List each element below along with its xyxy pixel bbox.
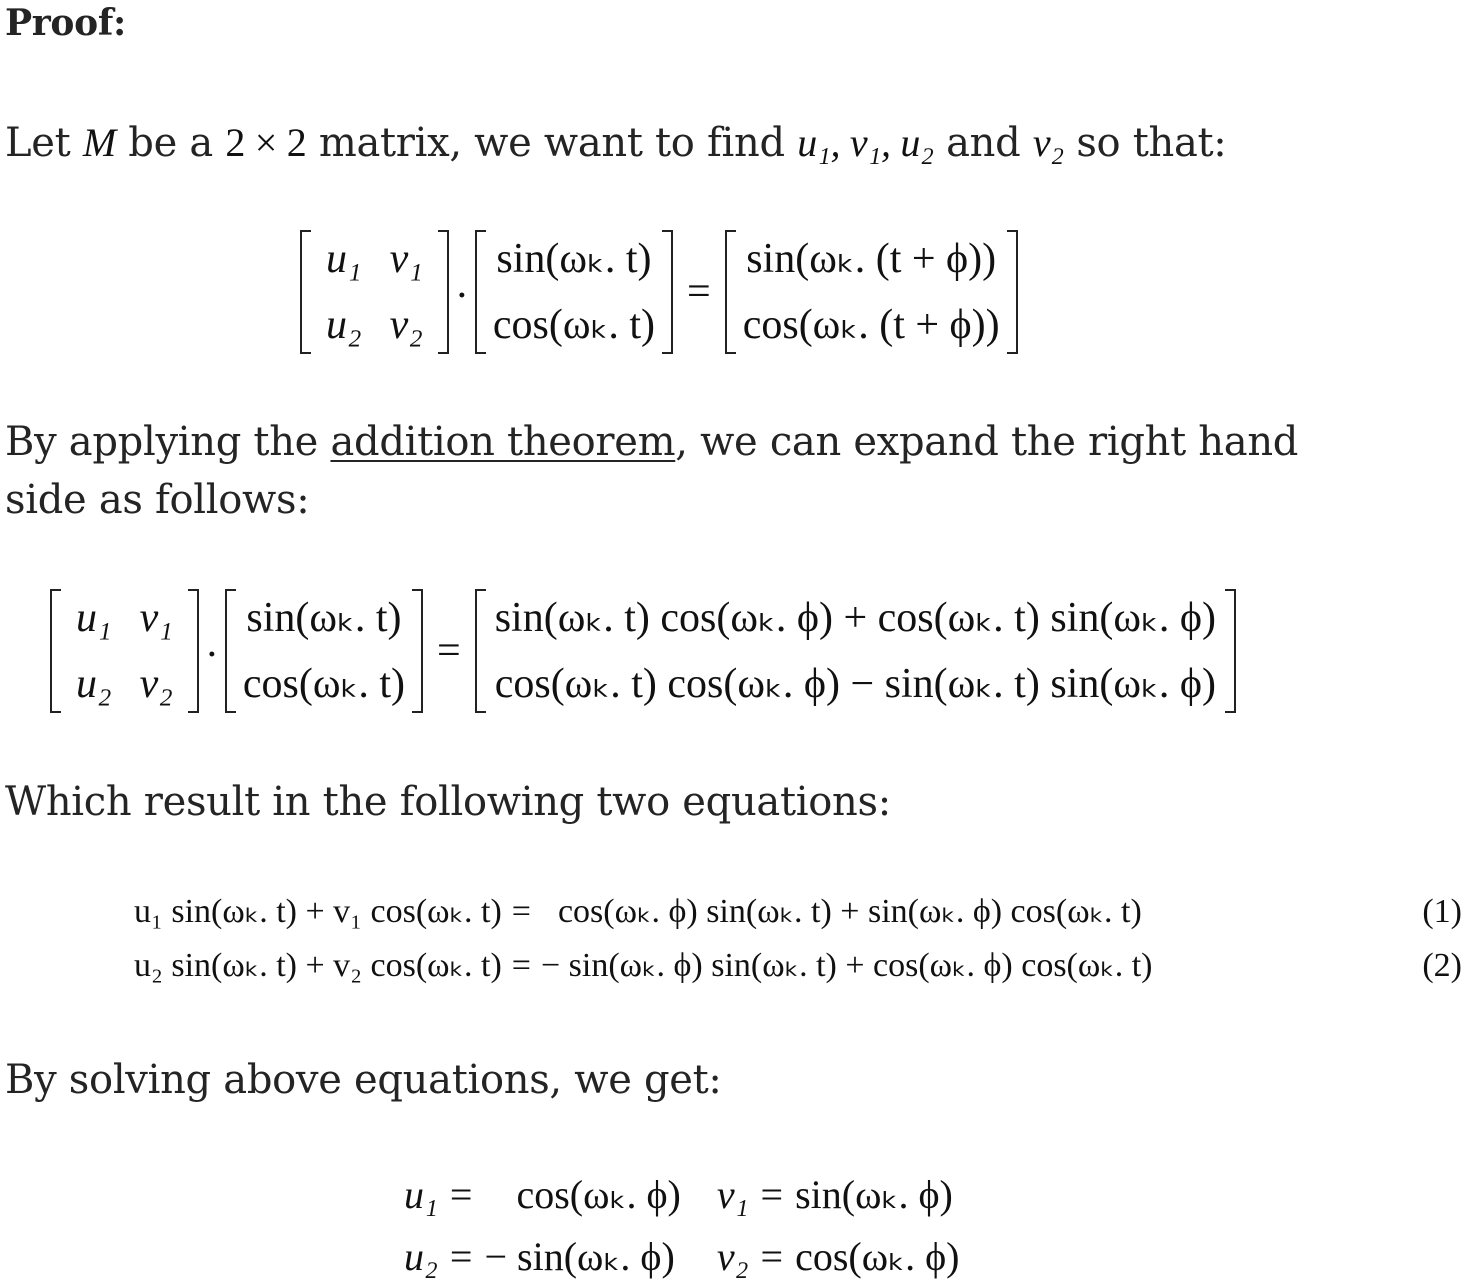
solution-row-1 bbox=[404, 1164, 959, 1226]
result-vector bbox=[725, 226, 1018, 358]
expanded-bottom: cos(ωₖ. t) cos(ωₖ. ϕ) − sin(ωₖ. t) sin(ωₖ. ϕ) bbox=[494, 661, 1216, 707]
input-vector bbox=[475, 226, 673, 358]
intro-paragraph bbox=[5, 114, 1226, 172]
unknown-vars: u₁, v₁, u₂ bbox=[797, 120, 934, 165]
solution-block bbox=[404, 1164, 959, 1288]
coefficient-matrix bbox=[300, 226, 449, 358]
dot-operator: · bbox=[204, 632, 219, 678]
solving-paragraph: By solving above equations, we get: bbox=[5, 1057, 722, 1103]
proof-heading: Proof: bbox=[5, 2, 127, 44]
equation-1-lhs: u₁ sin(ωₖ. t) + v₁ cos(ωₖ. t) bbox=[134, 893, 502, 930]
equals-sign: = bbox=[687, 269, 711, 315]
addition-paragraph bbox=[5, 413, 1365, 529]
matrix-symbol: M bbox=[82, 120, 116, 165]
addition-text-2: , we can expand the right hand side as follows: bbox=[5, 419, 1299, 523]
result-top: sin(ωₖ. (t + ϕ)) bbox=[746, 236, 997, 282]
solution-u1-value: cos(ωₖ. ϕ) bbox=[516, 1172, 681, 1217]
addition-text-1: By applying the bbox=[5, 419, 331, 465]
solution-u1: u₁ bbox=[404, 1172, 438, 1217]
vector-top: sin(ωₖ. t) bbox=[246, 595, 402, 641]
matrix-u1: u₁ bbox=[76, 595, 112, 641]
matrix-v2: v₂ bbox=[389, 302, 423, 348]
dot-operator: · bbox=[454, 273, 469, 319]
matrix-v1: v₁ bbox=[139, 595, 173, 641]
solution-v1-value: sin(ωₖ. ϕ) bbox=[795, 1172, 953, 1217]
intro-text-3: matrix, we want to find bbox=[306, 120, 798, 166]
matrix-equation-1 bbox=[300, 226, 1018, 358]
which-paragraph: Which result in the following two equations: bbox=[5, 779, 891, 825]
input-vector bbox=[225, 585, 423, 717]
solution-u2-equals: = bbox=[449, 1234, 473, 1279]
intro-text-1: Let bbox=[5, 120, 83, 166]
solution-v2: v₂ bbox=[716, 1234, 749, 1279]
equation-2-lhs: u₂ sin(ωₖ. t) + v₂ cos(ωₖ. t) bbox=[134, 947, 502, 984]
intro-text-2: be a bbox=[115, 120, 226, 166]
equation-tag-2: (2) bbox=[1422, 947, 1462, 984]
expanded-top: sin(ωₖ. t) cos(ωₖ. ϕ) + cos(ωₖ. t) sin(ωₖ. ϕ) bbox=[494, 595, 1216, 641]
intro-text-5: so that: bbox=[1063, 120, 1227, 166]
matrix-u1: u₁ bbox=[326, 236, 362, 282]
intro-text-4: and bbox=[933, 120, 1033, 166]
equation-row-1 bbox=[134, 885, 1153, 939]
solution-row-2 bbox=[404, 1226, 959, 1288]
equation-2-rhs: − sin(ωₖ. ϕ) sin(ωₖ. t) + cos(ωₖ. ϕ) cos(ωₖ. t) bbox=[540, 947, 1153, 984]
solution-v2-equals: = bbox=[760, 1234, 784, 1279]
equation-2-equals: = bbox=[511, 947, 531, 984]
solution-u1-equals: = bbox=[449, 1172, 473, 1217]
vector-bottom: cos(ωₖ. t) bbox=[242, 661, 406, 707]
matrix-u2: u₂ bbox=[326, 302, 362, 348]
solution-v1: v₁ bbox=[716, 1172, 749, 1217]
vector-top: sin(ωₖ. t) bbox=[496, 236, 652, 282]
solution-v1-equals: = bbox=[760, 1172, 784, 1217]
equation-row-2 bbox=[134, 939, 1153, 993]
solution-v2-value: cos(ωₖ. ϕ) bbox=[795, 1234, 960, 1279]
equation-1-equals: = bbox=[511, 893, 531, 930]
solution-u2: u₂ bbox=[404, 1234, 438, 1279]
matrix-v1: v₁ bbox=[389, 236, 423, 282]
equals-sign: = bbox=[437, 628, 461, 674]
result-bottom: cos(ωₖ. (t + ϕ)) bbox=[742, 302, 1000, 348]
matrix-v2: v₂ bbox=[139, 661, 173, 707]
equation-tag-1: (1) bbox=[1422, 893, 1462, 930]
equation-1-rhs: cos(ωₖ. ϕ) sin(ωₖ. t) + sin(ωₖ. ϕ) cos(ωₖ. t) bbox=[540, 893, 1142, 930]
solution-u2-value: − sin(ωₖ. ϕ) bbox=[484, 1234, 675, 1279]
equation-system bbox=[134, 885, 1153, 993]
addition-theorem-link[interactable]: addition theorem bbox=[330, 419, 676, 465]
coefficient-matrix bbox=[50, 585, 199, 717]
matrix-u2: u₂ bbox=[76, 661, 112, 707]
matrix-dims: 2 × 2 bbox=[225, 120, 307, 165]
expanded-vector bbox=[475, 585, 1236, 717]
vector-bottom: cos(ωₖ. t) bbox=[492, 302, 656, 348]
matrix-equation-2 bbox=[50, 585, 1236, 717]
unknown-v2: v₂ bbox=[1032, 120, 1064, 165]
